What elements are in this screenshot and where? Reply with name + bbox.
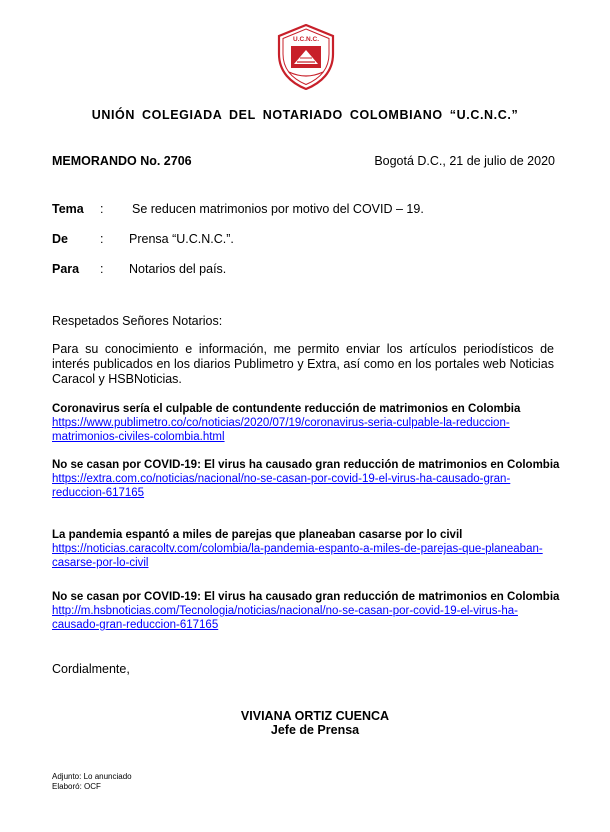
article-link[interactable]: https://noticias.caracoltv.com/colombia/la-pandemia-espanto-a-miles-de-parejas-que-planeaban-casarse-por-lo-civil: [52, 543, 543, 569]
article-title: Coronavirus sería el culpable de contundente reducción de matrimonios en Colombia: [52, 403, 521, 415]
article-title: No se casan por COVID-19: El virus ha causado gran reducción de matrimonios en Colombia: [52, 459, 560, 471]
svg-text:U.C.N.C.: U.C.N.C.: [293, 36, 319, 43]
article-link[interactable]: http://m.hsbnoticias.com/Tecnologia/noticias/nacional/no-se-casan-por-covid-19-el-virus-ha-causado-gran-reduccion-617165: [52, 605, 518, 631]
field-separator: :: [100, 232, 104, 246]
footer-adjunto: Adjunto: Lo anunciado: [52, 772, 132, 781]
organization-title: UNIÓN COLEGIADA DEL NOTARIADO COLOMBIANO “U.C.N.C.”: [91, 108, 519, 122]
field-label: De: [52, 232, 68, 246]
greeting: Respetados Señores Notarios:: [52, 314, 223, 328]
field-separator: :: [100, 262, 104, 276]
article-item: [52, 528, 562, 570]
field-value: Se reducen matrimonios por motivo del COVID – 19.: [132, 202, 424, 216]
article-item: [52, 590, 562, 632]
closing: Cordialmente,: [52, 662, 130, 676]
field-separator: :: [100, 202, 104, 216]
body-paragraph: Para su conocimiento e información, me permito enviar los artículos periodísticos de interés publicados en los diarios Publimetro y Extra, así como en los portales web Noticias Caracol y HSBNoticias.: [52, 342, 554, 386]
field-value: Prensa “U.C.N.C.”.: [129, 232, 234, 246]
article-link[interactable]: https://www.publimetro.co/co/noticias/2020/07/19/coronavirus-seria-culpable-la-reduccion-matrimonios-civiles-colombia.html: [52, 417, 510, 443]
memo-number: MEMORANDO No. 2706: [52, 154, 192, 168]
article-title: La pandemia espantó a miles de parejas que planeaban casarse por lo civil: [52, 529, 463, 541]
signature-name: VIVIANA ORTIZ CUENCA: [240, 709, 390, 723]
field-label: Para: [52, 262, 80, 276]
article-title: No se casan por COVID-19: El virus ha causado gran reducción de matrimonios en Colombia: [52, 591, 560, 603]
signature-role: Jefe de Prensa: [270, 723, 360, 737]
article-link[interactable]: https://extra.com.co/noticias/nacional/no-se-casan-por-covid-19-el-virus-ha-causado-gran-reduccion-617165: [52, 473, 511, 499]
article-item: [52, 402, 562, 444]
article-item: [52, 458, 562, 500]
footer-elaboro: Elaboró: OCF: [52, 782, 101, 791]
field-value: Notarios del país.: [129, 262, 227, 276]
field-label: Tema: [52, 202, 84, 216]
memo-date: Bogotá D.C., 21 de julio de 2020: [374, 154, 555, 168]
ucnc-logo: [277, 24, 335, 90]
